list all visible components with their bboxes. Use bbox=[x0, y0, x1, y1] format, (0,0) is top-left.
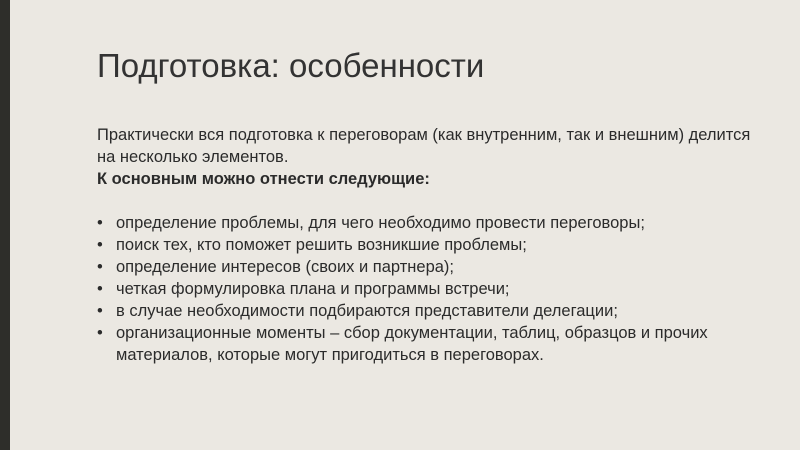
bullet-icon: • bbox=[97, 258, 103, 276]
list-item-text: поиск тех, кто поможет решить возникшие проблемы; bbox=[116, 236, 527, 254]
list-item-text: определение проблемы, для чего необходимо провести переговоры; bbox=[116, 214, 645, 232]
bullet-list bbox=[97, 212, 757, 366]
spacer bbox=[97, 190, 757, 212]
bullet-icon: • bbox=[97, 214, 103, 232]
list-item bbox=[97, 234, 757, 256]
list-item-text: определение интересов (своих и партнера); bbox=[116, 258, 455, 276]
list-item bbox=[97, 322, 757, 366]
intro-text: Практически вся подготовка к переговорам (как внутренним, так и внешним) делится на несколько элементов. bbox=[97, 126, 751, 166]
accent-bar bbox=[0, 0, 10, 450]
list-item bbox=[97, 278, 757, 300]
list-item-text: организационные моменты – сбор документации, таблиц, образцов и прочих материалов, которые могут пригодиться в переговорах. bbox=[116, 324, 708, 364]
intro-bold-text: К основным можно отнести следующие: bbox=[97, 170, 430, 188]
slide-title: Подготовка: особенности bbox=[97, 47, 485, 84]
list-item-text: четкая формулировка плана и программы встречи; bbox=[116, 280, 510, 298]
list-item bbox=[97, 300, 757, 322]
list-item bbox=[97, 212, 757, 234]
bullet-icon: • bbox=[97, 236, 103, 254]
list-item bbox=[97, 256, 757, 278]
list-item-text: в случае необходимости подбираются представители делегации; bbox=[116, 302, 618, 320]
bullet-icon: • bbox=[97, 280, 103, 298]
bullet-icon: • bbox=[97, 324, 103, 342]
bullet-icon: • bbox=[97, 302, 103, 320]
slide-body bbox=[97, 124, 757, 366]
